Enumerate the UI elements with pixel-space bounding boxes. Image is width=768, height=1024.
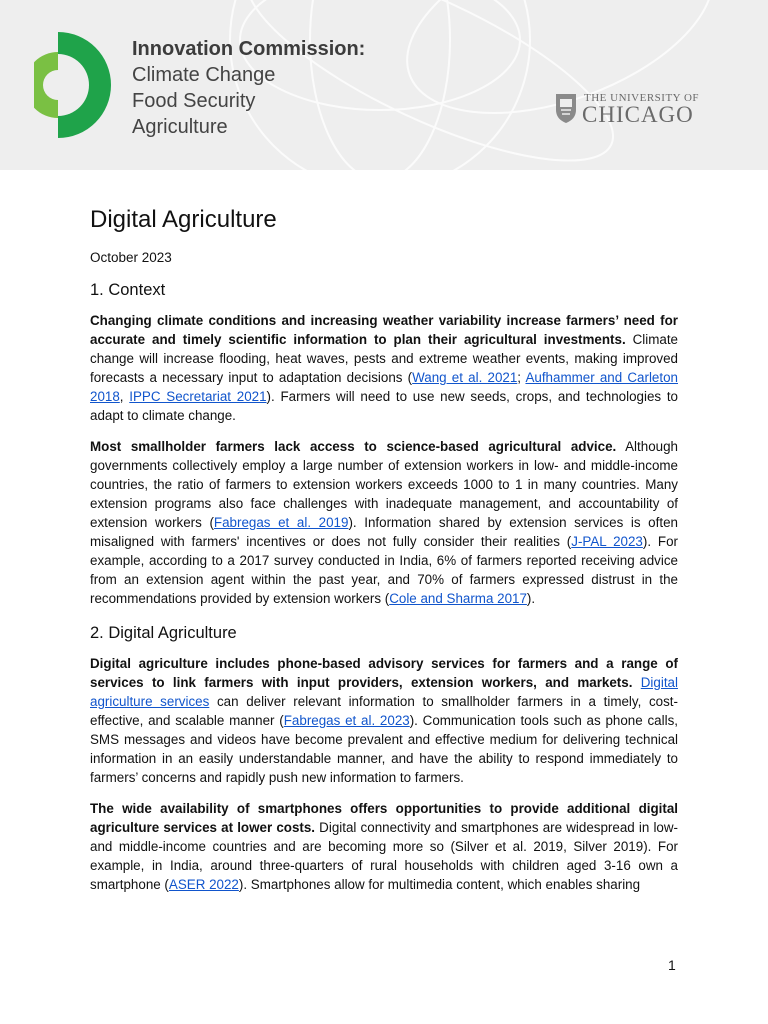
paragraph-context-2 [90,437,678,608]
body-text: ). [526,591,536,606]
citation-link[interactable]: J-PAL 2023 [571,534,643,549]
body-text: , [119,389,130,404]
document-date: October 2023 [90,250,172,265]
university-top-text: THE UNIVERSITY OF [584,92,700,104]
citation-link[interactable]: Fabregas et al. 2019 [213,515,349,530]
citation-link[interactable]: Wang et al. 2021 [412,370,518,385]
citation-link[interactable]: ASER 2022 [168,877,239,892]
theme-line: Climate Change [132,64,276,86]
body-text: ). Communication tools such as phone calls, SMS messages and videos have become prevalent and effective medium for delivering technical information in an easily understandable manner, and have the ability to respond immediately to farmers’ concerns and rapidly push new information to farmers. [90,713,678,785]
theme-line: Food Security [132,90,256,112]
body-text: ). Information shared by extension services is often misaligned with farmers' incentives or does not fully consider their realities ( [90,515,678,549]
citation-link[interactable]: Aufhammer and Carleton 2018 [90,370,678,404]
citation-link[interactable]: IPPC Secretariat 2021 [129,389,267,404]
citation-link[interactable]: Cole and Sharma 2017 [389,591,527,606]
page-number: 1 [668,957,676,973]
citation-link[interactable]: Digital agriculture services [90,675,678,709]
page-header [0,0,768,170]
body-text: Although governments collectively employ a large number of extension workers in low- and middle-income countries, the ratio of farmers to extension workers exceeds 1000 to 1 in many countries. Many extension programs also face challenges with inadequate management, and accountability of extension workers ( [90,439,678,530]
body-text: Climate change will increase flooding, heat waves, pests and extreme weather events, making improved forecasts a necessary input to adaptation decisions ( [90,332,678,385]
body-text [632,675,640,690]
lead-sentence: Most smallholder farmers lack access to science-based agricultural advice. [90,439,617,454]
body-text: ). Smartphones allow for multimedia content, which enables sharing [238,877,641,892]
section-heading-context: 1. Context [90,281,166,299]
body-text: can deliver relevant information to smallholder farmers in a timely, cost-effective, and scalable manner ( [90,694,678,728]
body-text: ). Farmers will need to use new seeds, crops, and technologies to adapt to climate change. [90,389,679,423]
university-name: CHICAGO [582,102,694,127]
body-text: ). For example, according to a 2017 survey conducted in India, 6% of farmers reported receiving advice from an extension agent within the past year, and 70% of farmers expressed distrust in the recommendations provided by extension workers ( [90,534,678,606]
lead-sentence: Digital agriculture includes phone-based advisory services for farmers and a range of services to link farmers with input providers, extension workers, and markets. [90,656,678,690]
theme-line: Agriculture [132,116,228,138]
university-shield-icon [554,92,578,124]
gear-leaf-logo-icon [34,32,114,138]
section-heading-digital-agriculture: 2. Digital Agriculture [90,624,237,642]
citation-link[interactable]: Fabregas et al. 2023 [283,713,410,728]
lead-sentence: The wide availability of smartphones offers opportunities to provide additional digital agriculture services at lower costs. [90,801,678,835]
paragraph-digital-1 [90,654,678,787]
university-logo [554,90,714,130]
commission-title-block [132,36,365,140]
paragraph-context-1 [90,311,678,425]
header-background-pattern [0,0,768,170]
org-name: Innovation Commission: [132,38,366,60]
body-text: ; [517,370,526,385]
page-title: Digital Agriculture [90,206,277,233]
lead-sentence: Changing climate conditions and increasing weather variability increase farmers’ need for accurate and timely scientific information to plan their agricultural investments. [90,313,678,347]
body-text: Digital connectivity and smartphones are widespread in low- and middle-income countries and are becoming more so (Silver et al. 2019, Silver 2019). For example, in India, around three-quarters of rural households with children aged 3-16 own a smartphone ( [90,820,679,892]
document-body [90,200,678,906]
paragraph-digital-2 [90,799,678,894]
